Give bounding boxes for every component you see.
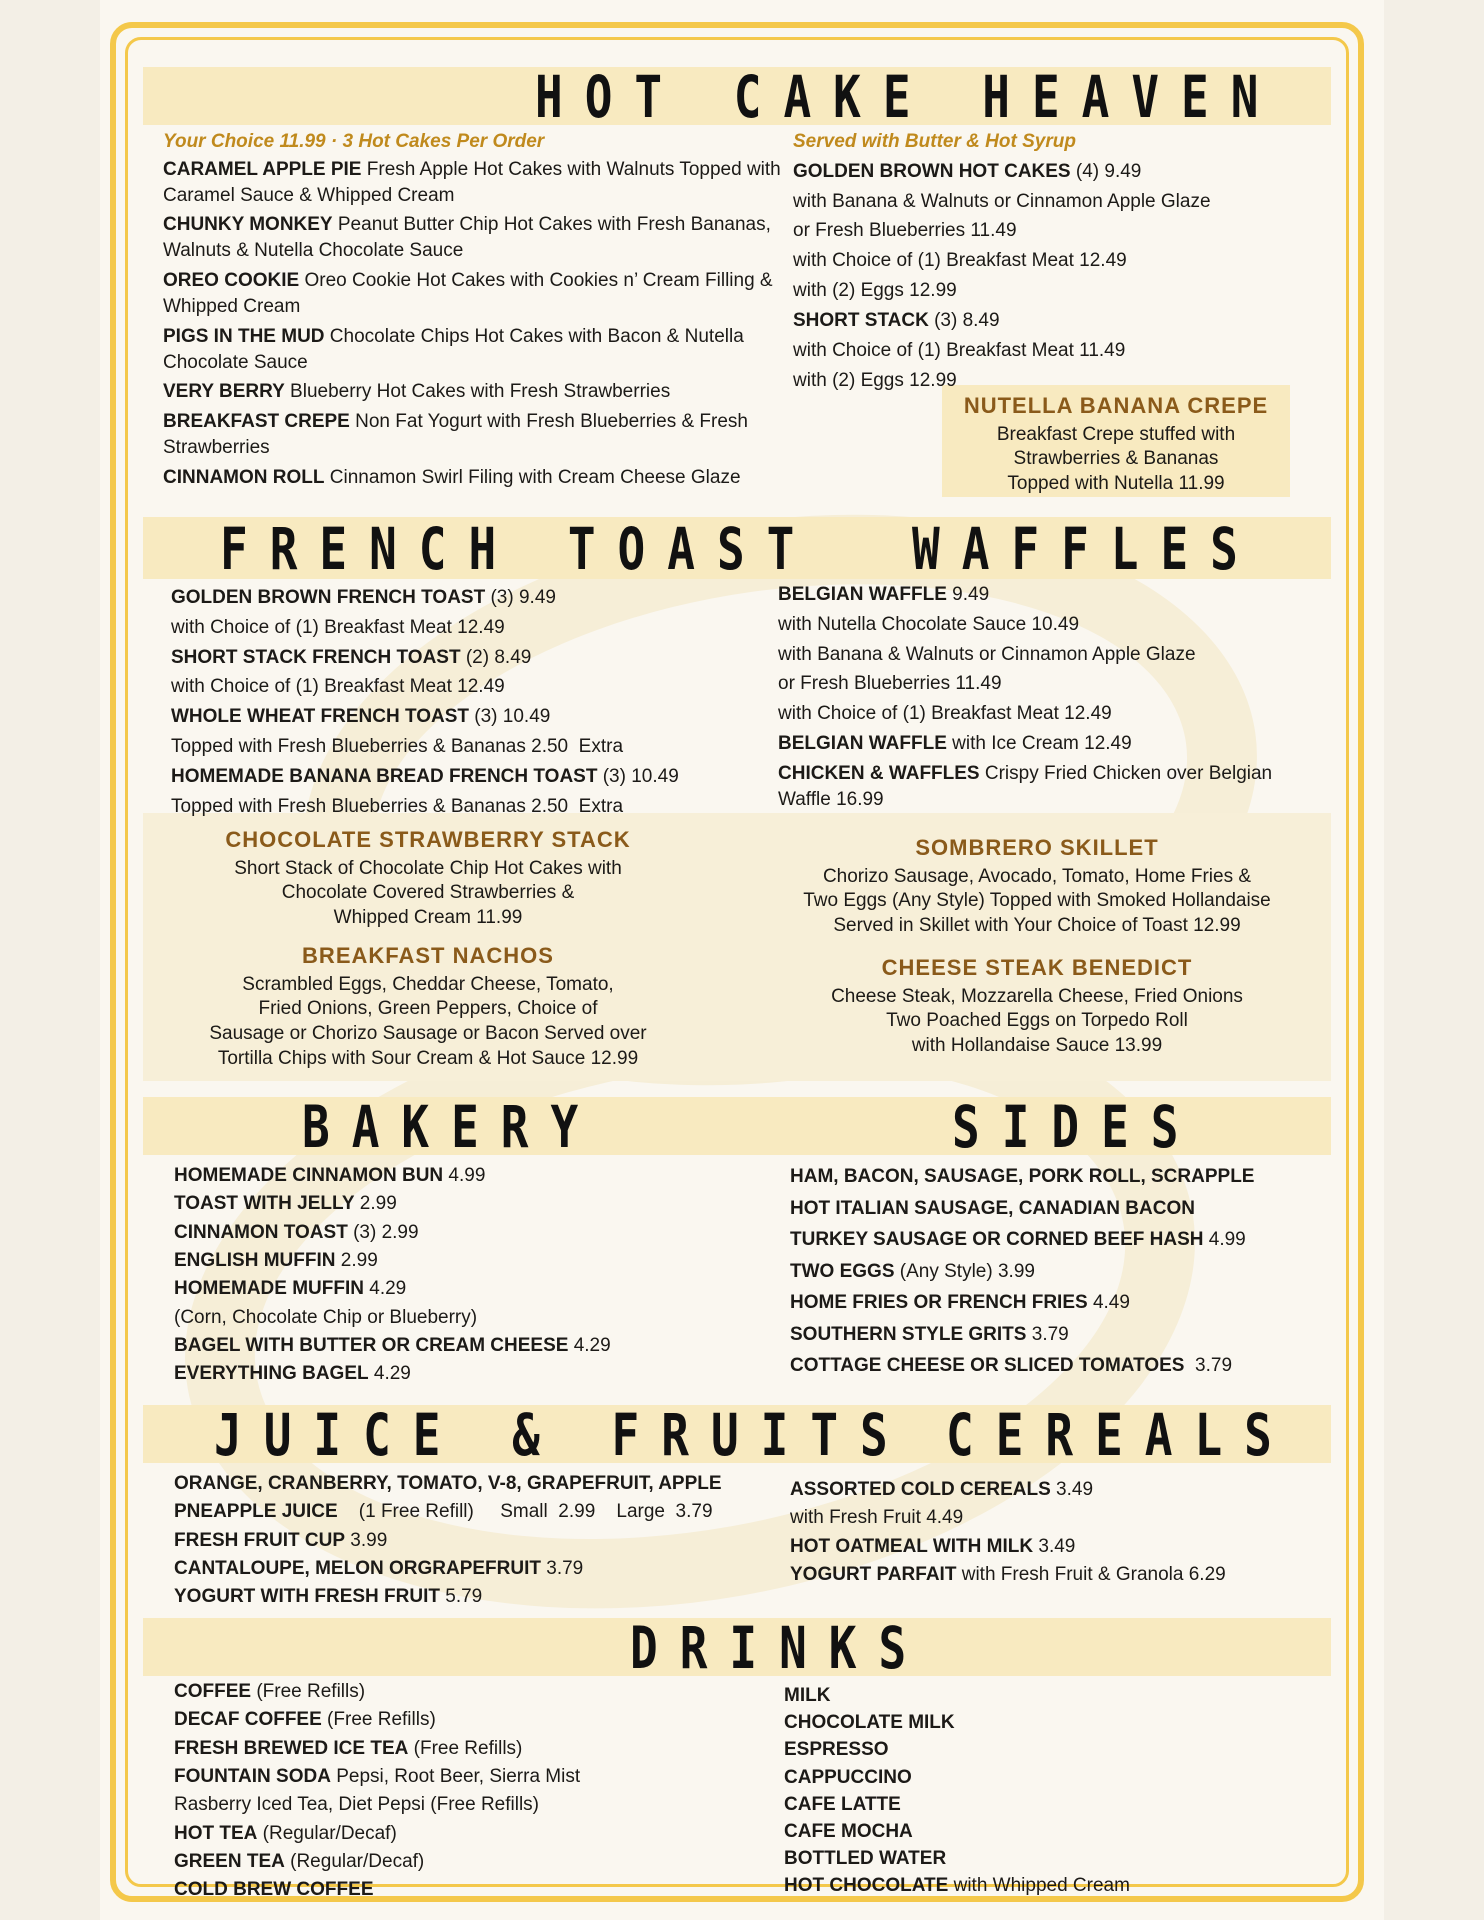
cereals-title: CEREALS	[946, 1401, 1294, 1469]
menu-item	[171, 585, 731, 611]
menu-item-desc: 3.79	[540, 1557, 584, 1579]
menu-item-desc: with Whipped Cream	[948, 1875, 1130, 1897]
menu-item-name: CARAMEL APPLE PIE	[163, 158, 362, 180]
menu-item-desc: 9.49	[946, 584, 990, 605]
menu-item-name: HOT ITALIAN SAUSAGE, CANADIAN BACON	[790, 1197, 1195, 1219]
menu-item-name: ENGLISH MUFFIN	[174, 1249, 336, 1271]
menu-item-desc: with (2) Eggs 12.99	[793, 280, 957, 302]
menu-item	[174, 1362, 694, 1386]
menu-item-name: YOGURT WITH FRESH FRUIT	[174, 1586, 440, 1608]
menu-item-name: TURKEY SAUSAGE OR CORNED BEEF HASH	[790, 1229, 1204, 1251]
menu-item-desc: 4.29	[368, 1363, 411, 1385]
menu-item	[790, 1163, 1320, 1191]
juice-column	[174, 1472, 764, 1614]
menu-item	[171, 794, 731, 820]
menu-item-desc: (Regular/Decaf)	[284, 1850, 425, 1872]
description-line: Served in Skillet with Your Choice of Toast 12.99	[833, 914, 1241, 936]
menu-item	[174, 1306, 694, 1330]
description-line: Scrambled Eggs, Cheddar Cheese, Tomato,	[242, 973, 614, 995]
menu-item-name: FRESH FRUIT CUP	[174, 1529, 345, 1551]
menu-item-desc: (2) 8.49	[460, 646, 532, 668]
menu-item-desc: 2.99	[335, 1249, 378, 1271]
menu-item-name: HOT CHOCOLATE	[784, 1875, 949, 1897]
menu-item-name: TOAST WITH JELLY	[174, 1193, 355, 1215]
menu-item-desc: Topped with Fresh Blueberries & Bananas 2.50 Extra	[171, 795, 624, 817]
menu-item-name: EVERYTHING BAGEL	[174, 1363, 369, 1385]
menu-item-desc: with Banana & Walnuts or Cinnamon Apple Glaze	[778, 643, 1196, 665]
menu-item-name: COFFEE	[174, 1681, 252, 1702]
french-toast-items	[171, 585, 731, 820]
menu-item-name: ASSORTED COLD CEREALS	[790, 1479, 1051, 1500]
menu-item	[174, 1249, 694, 1273]
menu-item	[793, 159, 1313, 185]
menu-item-name: COTTAGE CHEESE OR SLICED TOMATOES	[790, 1355, 1185, 1377]
menu-item-desc: with Choice of (1) Breakfast Meat 12.49	[793, 250, 1127, 272]
menu-item-name: BREAKFAST CREPE	[163, 411, 350, 433]
menu-item-name: HOMEMADE BANANA BREAD FRENCH TOAST	[171, 765, 598, 787]
hotcakes-price-note: Your Choice 11.99 · 3 Hot Cakes Per Order	[163, 131, 545, 152]
menu-item	[174, 1334, 694, 1358]
breakfast-nachos	[143, 942, 713, 1071]
menu-item	[790, 1535, 1330, 1559]
cheese-steak-benedict	[743, 954, 1331, 1059]
menu-item-desc: (3) 10.49	[597, 765, 679, 787]
menu-item-name: OREO COOKIE	[163, 270, 300, 292]
menu-item-desc: or Fresh Blueberries 11.49	[778, 673, 1002, 695]
menu-item-desc: (Any Style) 3.99	[894, 1260, 1035, 1282]
menu-item-desc: Rasberry Iced Tea, Diet Pepsi (Free Refills)	[174, 1794, 539, 1816]
description-line: Two Eggs (Any Style) Topped with Smoked Hollandaise	[803, 890, 1271, 912]
menu-item-desc: with Choice of (1) Breakfast Meat 12.49	[171, 676, 505, 698]
menu-item-name: BOTTLED WATER	[784, 1848, 947, 1870]
menu-item	[793, 189, 1313, 215]
description-line: Topped with Nutella 11.99	[1007, 472, 1225, 494]
menu-item	[778, 701, 1298, 727]
menu-item	[174, 1557, 764, 1581]
menu-item-desc: (3) 9.49	[485, 587, 556, 608]
menu-item-desc: 4.99	[443, 1165, 486, 1186]
menu-item-desc: 4.49	[1087, 1292, 1130, 1314]
menu-item-desc: with Nutella Chocolate Sauce 10.49	[778, 613, 1080, 635]
menu-item	[778, 612, 1298, 638]
menu-item-name: HAM, BACON, SAUSAGE, PORK ROLL, SCRAPPLE	[790, 1166, 1255, 1187]
menu-item-name: FRESH BREWED ICE TEA	[174, 1737, 409, 1759]
menu-item-name: ORANGE, CRANBERRY, TOMATO, V-8, GRAPEFRUIT, APPLE	[174, 1473, 722, 1494]
menu-item	[174, 1737, 734, 1761]
menu-item-desc: with Banana & Walnuts or Cinnamon Apple Glaze	[793, 190, 1211, 212]
menu-item-name: ESPRESSO	[784, 1739, 889, 1761]
waffles-column	[778, 582, 1298, 817]
hotcakes-left-column	[163, 129, 813, 495]
menu-item	[171, 704, 731, 730]
drinks-left-items	[174, 1680, 734, 1903]
menu-item	[174, 1472, 764, 1496]
sombrero-skillet-desc	[743, 865, 1331, 939]
menu-item	[174, 1680, 734, 1704]
drinks-right-column	[784, 1684, 1324, 1901]
description-line: Cheese Steak, Mozzarella Cheese, Fried Onions	[831, 985, 1243, 1007]
menu-item	[163, 157, 813, 209]
menu-item-name: HOME FRIES OR FRENCH FRIES	[790, 1292, 1088, 1314]
menu-item	[174, 1585, 764, 1609]
juice-items	[174, 1472, 764, 1610]
menu-item	[790, 1258, 1320, 1286]
menu-item-name: SHORT STACK FRENCH TOAST	[171, 646, 461, 668]
bakery-title: BAKERY	[302, 1093, 601, 1161]
chocolate-strawberry-stack	[143, 826, 713, 931]
french-toast-column	[171, 585, 731, 824]
menu-item	[784, 1711, 1324, 1734]
sides-items	[790, 1163, 1320, 1380]
drinks-right-items	[784, 1684, 1324, 1897]
menu-item	[793, 308, 1313, 334]
menu-item-name: BAGEL WITH BUTTER OR CREAM CHEESE	[174, 1334, 569, 1356]
menu-item	[793, 368, 1313, 394]
cheese-steak-desc	[743, 985, 1331, 1059]
menu-item-name: CINNAMON ROLL	[163, 466, 325, 488]
menu-item	[784, 1684, 1324, 1707]
menu-item	[163, 212, 813, 264]
menu-item-desc: 4.29	[363, 1278, 407, 1300]
cereals-items	[790, 1478, 1330, 1587]
menu-item	[784, 1766, 1324, 1789]
menu-item-name: BELGIAN WAFFLE	[778, 733, 947, 755]
menu-item-name: PNEAPPLE JUICE	[174, 1501, 338, 1523]
chocolate-stack-desc	[143, 857, 713, 931]
menu-item	[784, 1738, 1324, 1761]
bakery-column	[174, 1164, 694, 1391]
waffles-items	[778, 582, 1298, 813]
menu-item-name: CAFE LATTE	[784, 1793, 901, 1815]
menu-item-name: HOMEMADE MUFFIN	[174, 1278, 364, 1300]
menu-item	[784, 1847, 1324, 1870]
menu-item	[778, 761, 1298, 813]
menu-item	[778, 582, 1298, 608]
menu-item	[171, 645, 731, 671]
menu-item-desc: Crispy Fried Chicken over Belgian Waffle 16.99	[778, 762, 1278, 810]
bakery-items	[174, 1164, 694, 1387]
menu-item-name: COLD BREW COFFEE	[174, 1879, 374, 1901]
menu-item-desc: (3) 10.49	[469, 706, 551, 728]
menu-item	[163, 268, 813, 320]
menu-item	[790, 1563, 1330, 1587]
menu-item-desc: 2.99	[354, 1193, 397, 1215]
menu-item	[174, 1708, 734, 1732]
description-line: Chocolate Covered Strawberries &	[281, 882, 575, 904]
menu-item	[793, 218, 1313, 244]
description-line: Tortilla Chips with Sour Cream & Hot Sauce 12.99	[217, 1047, 639, 1069]
menu-item-desc: 3.79	[1026, 1323, 1069, 1345]
menu-item	[778, 671, 1298, 697]
menu-item	[793, 338, 1313, 364]
menu-item-desc: (Regular/Decaf)	[257, 1822, 397, 1844]
menu-item-name: GOLDEN BROWN FRENCH TOAST	[171, 587, 486, 608]
menu-item-name: CINNAMON TOAST	[174, 1221, 348, 1243]
menu-item	[174, 1822, 734, 1846]
menu-item	[171, 764, 731, 790]
menu-item-name: VERY BERRY	[163, 381, 285, 403]
description-line: Strawberries & Bananas	[1013, 448, 1219, 470]
menu-item-desc: 5.79	[439, 1586, 483, 1608]
menu-item-desc: with Ice Cream 12.49	[946, 733, 1132, 755]
menu-item-desc: Chocolate Chips Hot Cakes with Bacon & Nutella Chocolate Sauce	[163, 325, 750, 373]
menu-item-name: YOGURT PARFAIT	[790, 1563, 957, 1585]
menu-item-desc: Oreo Cookie Hot Cakes with Cookies n’ Cream Filling & Whipped Cream	[163, 270, 778, 317]
menu-item	[171, 615, 731, 641]
menu-item-desc: 3.79	[1184, 1355, 1233, 1377]
menu-item-name: BELGIAN WAFFLE	[778, 584, 947, 605]
menu-item	[790, 1478, 1330, 1502]
menu-item-name: CAPPUCCINO	[784, 1766, 912, 1788]
hotcakes-right-items	[793, 159, 1313, 394]
menu-item	[784, 1874, 1324, 1897]
menu-item-name: CHOCOLATE MILK	[784, 1712, 955, 1734]
menu-item-desc: (Corn, Chocolate Chip or Blueberry)	[174, 1306, 478, 1328]
menu-item-desc: with Fresh Fruit 4.49	[790, 1507, 964, 1529]
menu-item-desc: Topped with Fresh Blueberries & Bananas 2.50 Extra	[171, 736, 624, 758]
menu-item-desc: Pepsi, Root Beer, Sierra Mist	[330, 1765, 581, 1787]
description-line: Fried Onions, Green Peppers, Choice of	[258, 998, 598, 1020]
menu-item-desc: (3) 8.49	[928, 309, 1000, 331]
menu-item-desc: Blueberry Hot Cakes with Fresh Strawberries	[284, 381, 671, 403]
menu-item-name: SHORT STACK	[793, 309, 929, 331]
menu-item-desc: (Free Refills)	[408, 1737, 523, 1759]
menu-item-name: HOT OATMEAL WITH MILK	[790, 1535, 1034, 1557]
waffles-title: WAFFLES	[912, 515, 1260, 583]
menu-item	[163, 379, 813, 405]
drinks-title: DRINKS	[630, 1614, 929, 1682]
menu-item-desc: with Choice of (1) Breakfast Meat 11.49	[793, 339, 1126, 361]
menu-item-name: SOUTHERN STYLE GRITS	[790, 1323, 1027, 1345]
menu-item-desc: 4.99	[1203, 1229, 1246, 1251]
hotcakes-served-note: Served with Butter & Hot Syrup	[793, 131, 1076, 152]
menu-item-desc: Non Fat Yogurt with Fresh Blueberries & Fresh Strawberries	[163, 411, 754, 459]
menu-item	[778, 731, 1298, 757]
menu-item-name: WHOLE WHEAT FRENCH TOAST	[171, 706, 469, 728]
menu-item	[174, 1850, 734, 1874]
sombrero-skillet	[743, 834, 1331, 939]
cheese-steak-title: CHEESE STEAK BENEDICT	[881, 955, 1193, 980]
menu-item-desc: Peanut Butter Chip Hot Cakes with Fresh Bananas, Walnuts & Nutella Chocolate Sauce	[163, 214, 777, 262]
menu-item-desc: (1 Free Refill) Small 2.99 Large 3.79	[337, 1501, 713, 1523]
menu-item	[784, 1820, 1324, 1843]
menu-item-name: TWO EGGS	[790, 1260, 895, 1282]
menu-item	[174, 1529, 764, 1553]
nutella-crepe-callout	[942, 392, 1290, 497]
menu-item-desc: with Choice of (1) Breakfast Meat 12.49	[778, 703, 1112, 725]
menu-item	[790, 1195, 1320, 1223]
menu-item-desc: with Choice of (1) Breakfast Meat 12.49	[171, 616, 505, 638]
menu-item-desc: Fresh Apple Hot Cakes with Walnuts Topped with Caramel Sauce & Whipped Cream	[163, 158, 787, 206]
sides-column	[790, 1163, 1320, 1384]
menu-item-name: CANTALOUPE, MELON ORGRAPEFRUIT	[174, 1557, 541, 1579]
menu-item	[793, 278, 1313, 304]
breakfast-nachos-desc	[143, 973, 713, 1072]
sides-title: SIDES	[952, 1093, 1201, 1161]
menu-item	[163, 465, 813, 491]
menu-item	[174, 1500, 764, 1524]
menu-item	[174, 1277, 694, 1301]
menu-item-name: CAFE MOCHA	[784, 1820, 913, 1842]
menu-item	[790, 1506, 1330, 1530]
description-line: Chorizo Sausage, Avocado, Tomato, Home Fries &	[822, 865, 1252, 887]
menu-item	[790, 1352, 1320, 1380]
juice-title: JUICE & FRUITS	[214, 1401, 910, 1469]
hotcakes-items	[163, 157, 813, 491]
sombrero-skillet-title: SOMBRERO SKILLET	[915, 835, 1159, 860]
menu-item-desc: 3.49	[1033, 1535, 1076, 1557]
chocolate-stack-title: CHOCOLATE STRAWBERRY STACK	[225, 827, 631, 852]
description-line: Breakfast Crepe stuffed with	[996, 423, 1236, 445]
menu-item-name: MILK	[784, 1685, 831, 1706]
drinks-left-column	[174, 1680, 734, 1907]
menu-item-name: FOUNTAIN SODA	[174, 1765, 331, 1787]
menu-item	[790, 1321, 1320, 1349]
menu-item-desc: or Fresh Blueberries 11.49	[793, 220, 1017, 242]
menu-item-name: CHICKEN & WAFFLES	[778, 762, 980, 784]
menu-item-name: DECAF COFFEE	[174, 1709, 322, 1731]
menu-item	[174, 1192, 694, 1216]
menu-item-desc: with Fresh Fruit & Granola 6.29	[956, 1563, 1226, 1585]
menu-item-desc: 4.29	[568, 1334, 611, 1356]
menu-item-name: HOT TEA	[174, 1822, 258, 1844]
menu-item-name: GREEN TEA	[174, 1850, 285, 1872]
menu-item-name: GOLDEN BROWN HOT CAKES	[793, 160, 1071, 182]
description-line: with Hollandaise Sauce 13.99	[911, 1034, 1163, 1056]
hotcakes-title: HOT CAKE HEAVEN	[535, 63, 1281, 131]
menu-item-name: HOMEMADE CINNAMON BUN	[174, 1165, 444, 1186]
menu-item	[174, 1221, 694, 1245]
menu-item	[174, 1765, 734, 1789]
menu-item	[174, 1793, 734, 1817]
menu-item	[790, 1289, 1320, 1317]
menu-item	[174, 1878, 734, 1902]
menu-item-desc: with (2) Eggs 12.99	[793, 369, 957, 391]
menu-item-desc: (Free Refills)	[321, 1709, 436, 1731]
nutella-crepe-desc	[942, 423, 1290, 497]
menu-item-desc: 3.99	[345, 1529, 388, 1551]
menu-item	[174, 1164, 694, 1188]
menu-item-desc: Cinnamon Swirl Filing with Cream Cheese Glaze	[324, 466, 741, 488]
menu-item-name: PIGS IN THE MUD	[163, 325, 325, 347]
nutella-crepe-title: NUTELLA BANANA CREPE	[963, 393, 1269, 418]
menu-item-name: CHUNKY MONKEY	[163, 214, 333, 236]
french-toast-title: FRENCH TOAST	[220, 515, 817, 583]
menu-item	[784, 1793, 1324, 1816]
hotcakes-right-column	[793, 129, 1313, 397]
menu-item-desc: (4) 9.49	[1070, 160, 1142, 182]
menu-item-desc: (3) 2.99	[347, 1221, 419, 1243]
menu-item	[171, 734, 731, 760]
menu-item	[790, 1226, 1320, 1254]
menu-item	[163, 409, 813, 461]
description-line: Short Stack of Chocolate Chip Hot Cakes with	[234, 857, 622, 879]
menu-item	[171, 674, 731, 700]
description-line: Sausage or Chorizo Sausage or Bacon Served over	[209, 1022, 647, 1044]
menu-item	[778, 642, 1298, 668]
menu-item-desc: 3.49	[1050, 1479, 1094, 1500]
menu-item-desc: (Free Refills)	[251, 1681, 366, 1702]
menu-item	[163, 324, 813, 376]
description-line: Whipped Cream 11.99	[333, 906, 523, 928]
description-line: Two Poached Eggs on Torpedo Roll	[886, 1010, 1188, 1032]
menu-item	[793, 248, 1313, 274]
cereals-column	[790, 1478, 1330, 1591]
breakfast-nachos-title: BREAKFAST NACHOS	[302, 943, 554, 968]
